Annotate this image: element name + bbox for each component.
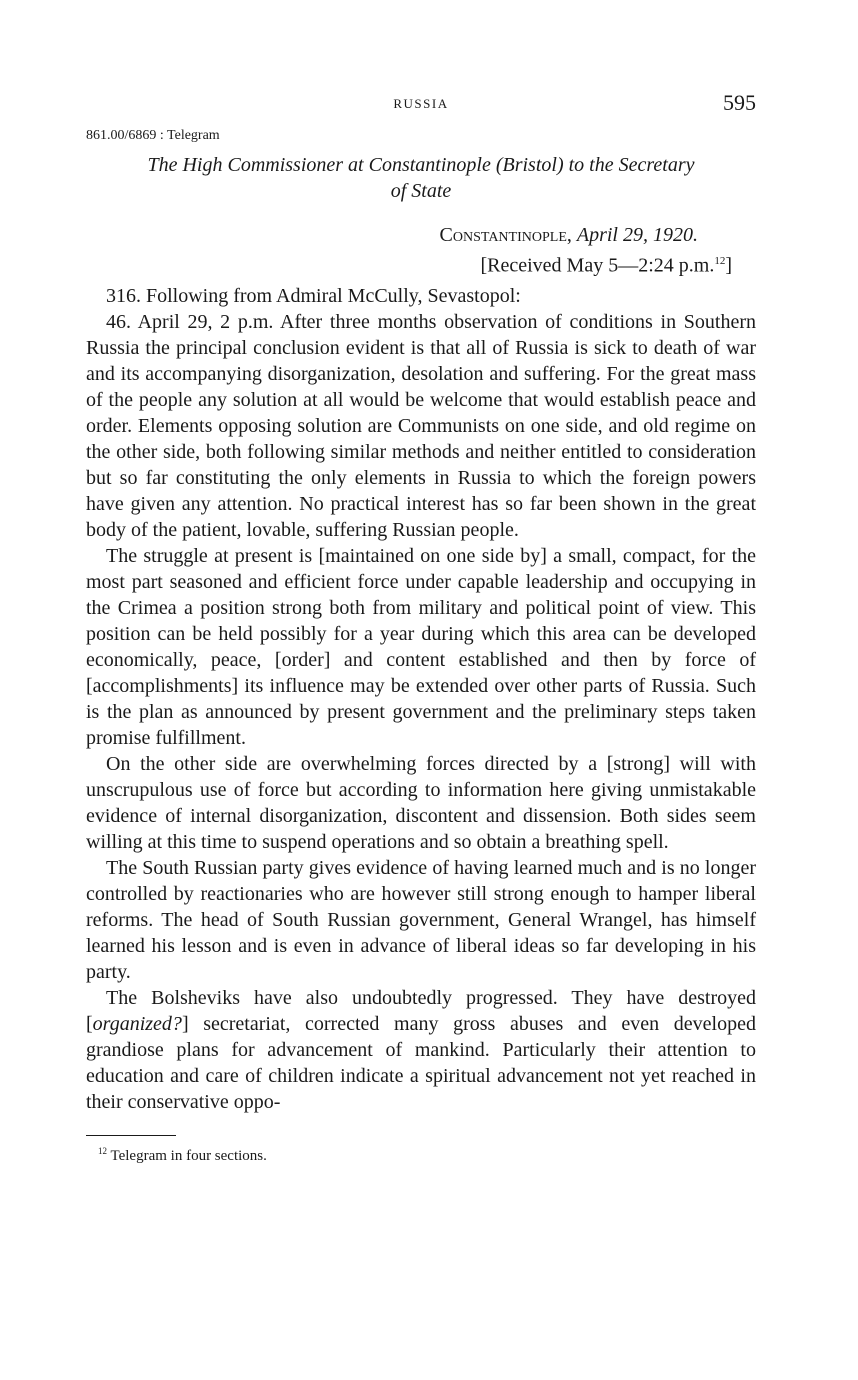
footnote-divider: [86, 1135, 176, 1136]
footnote: [86, 1146, 756, 1165]
editorial-insertion: organized?: [92, 1012, 182, 1035]
paragraph-text: ] secretariat, corrected many gross abuses and even developed grandiose plans for advancement of mankind. Particularly their attention to education and care of children indicate a spiritual advancement not yet reached in their conservative oppo-: [86, 1012, 756, 1113]
received-text: [Received May 5—2:24 p.m.: [480, 254, 715, 277]
document-title-line-2: of State: [390, 180, 452, 202]
paragraph: On the other side are overwhelming forces directed by a [strong] will with unscrupulous use of force but according to information here giving unmistakable evidence of internal disorganization, discontent and dissension. Both sides seem willing at this time to suspend operations and so obtain a breathing spell.: [86, 752, 756, 853]
footnote-text: Telegram in four sections.: [110, 1147, 267, 1164]
file-number: 861.00/6869 : Telegram: [86, 128, 220, 143]
footnote-marker: 12: [98, 1145, 107, 1156]
telegram-body: [86, 283, 756, 1115]
paragraph-text: The Bolsheviks have also undoubtedly progressed. They have destroyed [: [86, 986, 756, 1035]
running-head: [86, 90, 756, 124]
received-note: [86, 248, 756, 279]
document-title-line-1: The High Commissioner at Constantinople (Bristol) to the Secretary: [147, 154, 695, 176]
paragraph: [86, 985, 756, 1115]
footnote-reference: 12: [714, 255, 726, 267]
document-page: [86, 90, 756, 1165]
page-number: 595: [723, 90, 756, 115]
document-title: [86, 152, 756, 204]
paragraph: 316. Following from Admiral McCully, Sevastopol:: [106, 284, 521, 307]
running-title: RUSSIA: [393, 96, 449, 111]
paragraph: 46. April 29, 2 p.m. After three months observation of conditions in Southern Russia the principal conclusion evident is that all of Russia is sick to death of war and its accompanying disorganization, desolation and suffering. For the great mass of the people any solution at all would be welcome that would establish peace and order. Elements opposing solution are Communists on one side, and old regime on the other side, both following similar methods and neither entitled to consideration but so far constituting the only elements in Russia to which the foreign powers have given any attention. No practical interest has so far been shown in the great body of the patient, lovable, suffering Russian people.: [86, 310, 756, 541]
paragraph: The South Russian party gives evidence of having learned much and is no longer controlled by reactionaries who are however still strong enough to hamper liberal reforms. The head of South Russian government, General Wrangel, has himself learned his lesson and is even in advance of liberal ideas so far developing in his party.: [86, 856, 756, 983]
dateline-place: Constantinople,: [439, 224, 572, 246]
dateline: [86, 222, 756, 248]
received-close: ]: [725, 254, 732, 277]
dateline-date: April 29, 1920.: [576, 224, 698, 246]
paragraph: The struggle at present is [maintained on one side by] a small, compact, for the most part seasoned and efficient force under capable leadership and occupying in the Crimea a position strong both from military and political point of view. This position can be held possibly for a year during which this area can be developed economically, peace, [order] and content established and then by force of [accomplishments] its influence may be extended over other parts of Russia. Such is the plan as announced by present government and the preliminary steps taken promise fulfillment.: [86, 544, 756, 749]
